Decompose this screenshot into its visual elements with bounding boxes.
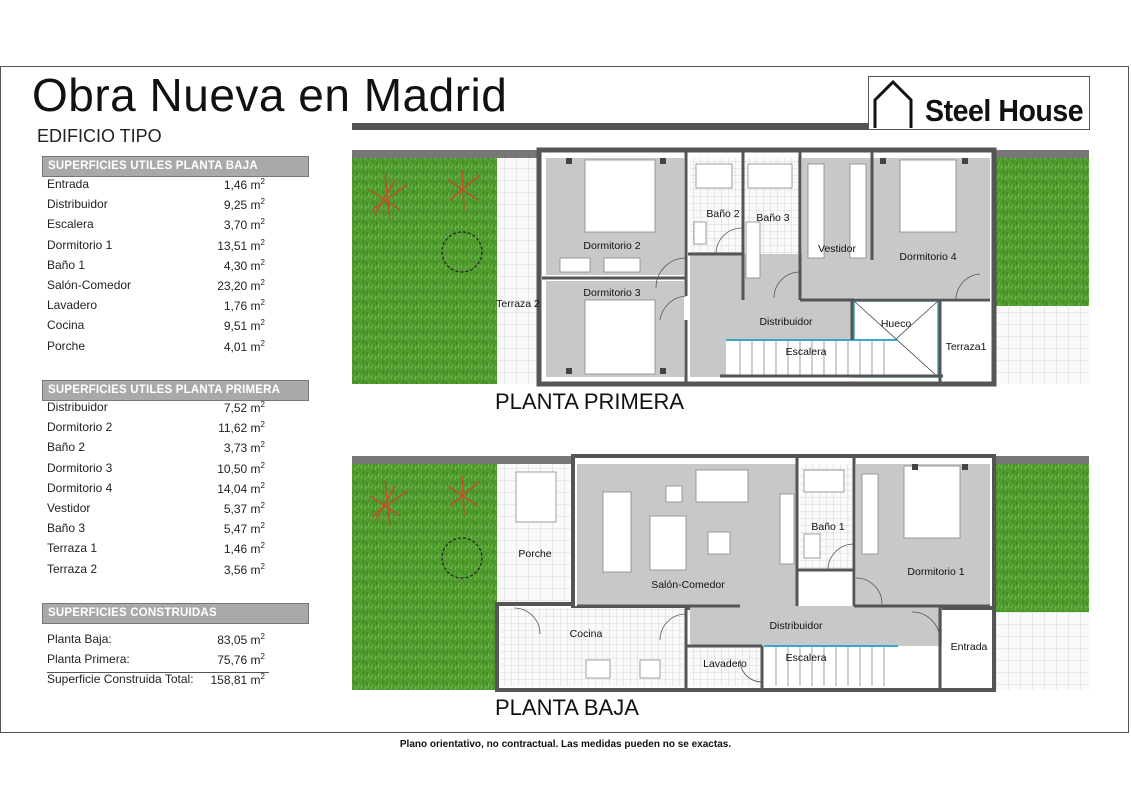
garden-right xyxy=(994,158,1089,306)
label-bano1: Baño 1 xyxy=(811,521,845,533)
row-value-number: 83,05 m xyxy=(217,633,261,647)
unit-superscript: 2 xyxy=(260,440,265,450)
label-cocina: Cocina xyxy=(569,628,603,640)
unit-superscript: 2 xyxy=(260,672,265,682)
table-heading-construidas: SUPERFICIES CONSTRUIDAS xyxy=(42,603,309,624)
plan-baja-title: PLANTA BAJA xyxy=(495,695,639,720)
label-distribuidor-primera: Distribuidor xyxy=(759,316,813,328)
row-name: Baño 1 xyxy=(47,257,86,272)
label-porche: Porche xyxy=(518,548,552,560)
label-terraza1: Terraza1 xyxy=(945,341,987,353)
row-name: Terraza 2 xyxy=(47,561,98,576)
row-name: Salón-Comedor xyxy=(47,278,132,292)
label-terraza2: Terraza 2 xyxy=(496,298,540,310)
label-entrada: Entrada xyxy=(950,641,988,653)
row-name: Dormitorio 3 xyxy=(47,460,113,475)
unit-superscript: 2 xyxy=(260,652,265,662)
row-name: Entrada xyxy=(47,177,90,191)
unit-superscript: 2 xyxy=(260,561,265,571)
plan-primera xyxy=(352,150,1089,384)
row-value-number: 14,04 m xyxy=(217,481,261,496)
row-name: Baño 3 xyxy=(47,521,86,536)
unit-superscript: 2 xyxy=(260,480,265,490)
unit-superscript: 2 xyxy=(260,400,265,409)
row-name: Cocina xyxy=(47,318,85,333)
label-hueco: Hueco xyxy=(880,318,912,330)
row-name: Lavadero xyxy=(47,298,98,313)
unit-superscript: 2 xyxy=(260,257,265,267)
row-name: Planta Baja: xyxy=(47,632,112,646)
row-name: Baño 2 xyxy=(47,440,86,455)
label-distribuidor-baja: Distribuidor xyxy=(769,620,823,632)
row-value-number: 4,01 m xyxy=(223,339,261,354)
label-dormitorio4: Dormitorio 4 xyxy=(899,251,957,263)
row-value-number: 11,62 m xyxy=(218,421,261,436)
unit-superscript: 2 xyxy=(260,501,265,510)
label-salon: Salón-Comedor xyxy=(651,579,725,591)
row-name: Vestidor xyxy=(47,501,91,515)
row-value-number: 3,70 m xyxy=(223,218,261,233)
row-name: Dormitorio 4 xyxy=(47,480,113,495)
row-value-number: 158,81 m xyxy=(210,673,261,688)
row-value-number: 7,52 m xyxy=(223,401,261,415)
row-value-number: 1,46 m xyxy=(223,542,261,557)
label-lavadero: Lavadero xyxy=(703,658,747,670)
row-name: Escalera xyxy=(47,217,94,232)
plan-baja xyxy=(352,456,1089,690)
unit-superscript: 2 xyxy=(260,338,265,348)
table-heading-planta-primera: SUPERFICIES UTILES PLANTA PRIMERA xyxy=(42,380,309,401)
label-escalera-baja: Escalera xyxy=(785,652,827,664)
row-value-number: 23,20 m xyxy=(217,279,261,293)
row-value-number: 4,30 m xyxy=(223,258,261,273)
terraza2-tiles xyxy=(497,158,539,384)
unit-superscript: 2 xyxy=(260,177,265,186)
unit-superscript: 2 xyxy=(260,197,265,207)
page-subtitle: EDIFICIO TIPO xyxy=(37,126,162,146)
table-heading-planta-baja: SUPERFICIES UTILES PLANTA BAJA xyxy=(42,156,309,177)
row-name: Dormitorio 2 xyxy=(47,420,113,435)
row-value-number: 5,47 m xyxy=(223,522,261,537)
page-title: Obra Nueva en Madrid xyxy=(32,69,508,121)
row-value-number: 3,56 m xyxy=(223,562,261,577)
stair-baja xyxy=(764,646,898,686)
label-bano3: Baño 3 xyxy=(756,212,790,224)
unit-superscript: 2 xyxy=(260,298,265,308)
unit-superscript: 2 xyxy=(260,217,265,227)
row-name: Porche xyxy=(47,338,86,353)
label-vestidor: Vestidor xyxy=(818,243,856,255)
row-name: Distribuidor xyxy=(47,400,108,414)
row-value-number: 3,73 m xyxy=(223,441,261,456)
unit-superscript: 2 xyxy=(260,420,265,430)
unit-superscript: 2 xyxy=(260,541,265,551)
unit-superscript: 2 xyxy=(260,632,265,641)
unit-superscript: 2 xyxy=(260,521,265,531)
label-dormitorio1: Dormitorio 1 xyxy=(907,566,965,578)
row-value-number: 1,76 m xyxy=(223,299,261,314)
label-dormitorio2: Dormitorio 2 xyxy=(583,240,641,252)
unit-superscript: 2 xyxy=(260,318,265,328)
row-value-number: 75,76 m xyxy=(217,653,261,668)
row-name: Planta Primera: xyxy=(47,652,130,667)
label-bano2: Baño 2 xyxy=(706,208,740,220)
unit-superscript: 2 xyxy=(260,237,265,247)
row-name: Distribuidor xyxy=(47,197,108,212)
row-value-number: 1,46 m xyxy=(223,178,261,192)
plan-primera-title: PLANTA PRIMERA xyxy=(495,389,685,414)
row-name: Dormitorio 1 xyxy=(47,237,113,252)
logo-text: Steel House xyxy=(925,93,1084,128)
row-value-number: 9,25 m xyxy=(223,198,261,213)
row-value-number: 9,51 m xyxy=(223,319,261,334)
unit-superscript: 2 xyxy=(260,278,265,287)
unit-superscript: 2 xyxy=(260,460,265,470)
row-value-number: 5,37 m xyxy=(223,502,261,516)
label-dormitorio3: Dormitorio 3 xyxy=(583,287,641,299)
garden-right-baja xyxy=(994,464,1089,612)
row-value-number: 13,51 m xyxy=(217,238,261,253)
label-escalera-primera: Escalera xyxy=(785,346,827,358)
row-name: Superficie Construida Total: xyxy=(47,672,194,687)
row-value-number: 10,50 m xyxy=(217,461,261,476)
disclaimer-footer: Plano orientativo, no contractual. Las medidas pueden no se exactas. xyxy=(399,739,732,750)
row-name: Terraza 1 xyxy=(47,541,98,556)
